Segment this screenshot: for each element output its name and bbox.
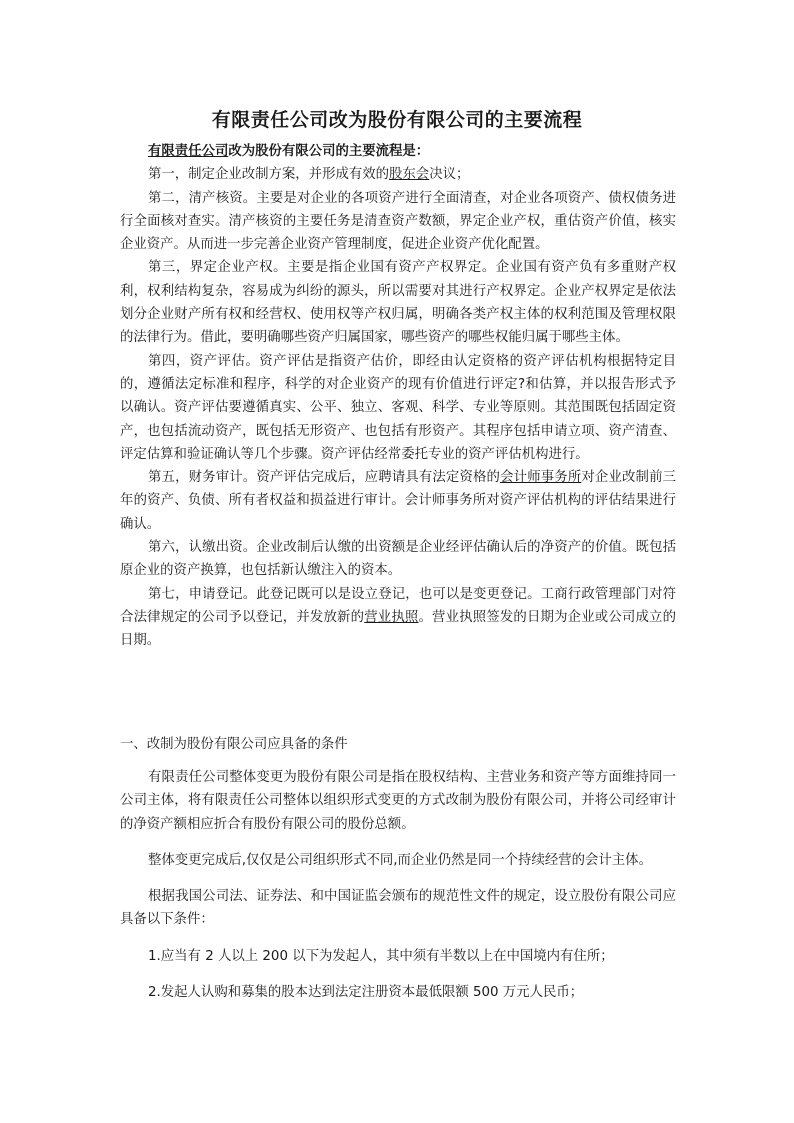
document-title: 有限责任公司改为股份有限公司的主要流程 [211, 109, 583, 131]
step-3-paragraph: 第三，界定企业产权。主要是指企业国有资产产权界定。企业国有资产负有多重财产权利，权利结构复杂，容易成为纠纷的源头，所以需要对其进行产权界定。企业产权界定是依法划分企业财产所有权和经营权、使用权等产权归属，明确各类产权主体的权利范围及管理权限的法律行为。借此，要明确哪些资产归属国家，哪些资产的哪些权能归属于哪些主体。 [120, 260, 676, 346]
conditions-paragraph-1: 有限责任公司整体变更为股份有限公司是指在股权结构、主营业务和资产等方面维持同一公司主体，将有限责任公司整体以组织形式变更的方式改制为股份有限公司，并将公司经审计的净资产额相应折合有股份有限公司的股份总额。 [120, 770, 676, 832]
conditions-paragraph-3: 根据我国公司法、证券法、和中国证监会颁布的规范性文件的规定，设立股份有限公司应具备以下条件： [120, 889, 676, 928]
step-5-text: 第五，财务审计。资产评估完成后，应聘请具有法定资格的 [148, 470, 501, 486]
step-5-text-end: 对企业改制前三年的资产、负债、所有者权益和损益进行审计。会计师事务所对资产评估机构的评估结果进行确认。 [120, 470, 677, 532]
step-6-paragraph: 第六，认缴出资。企业改制后认缴的出资额是企业经评估确认后的净资产的价值。既包括原企业的资产换算，也包括新认缴注入的资本。 [120, 540, 676, 579]
shareholders-meeting-link[interactable]: 股东会 [389, 167, 430, 183]
conditions-paragraph-2: 整体变更完成后,仅仅是公司组织形式不同,而企业仍然是同一个持续经营的会计主体。 [148, 852, 652, 868]
step-7-text: 第七，申请登记。此登记既可以是设立登记，也可以是变更登记。工商行政管理部门对符合法律规定的公司予以登记，并发放新的 [120, 586, 676, 625]
step-2-paragraph: 第二，清产核资。主要是对企业的各项资产进行全面清查，对企业各项资产、债权债务进行全面核对查实。清产核资的主要任务是清查资产数额，界定企业产权，重估资产价值，核实企业资产。从而进一步完善企业资产管理制度，促进企业资产优化配置。 [120, 190, 676, 253]
step-7-paragraph [120, 583, 676, 653]
business-license-link[interactable]: 营业执照 [364, 609, 419, 625]
conditions-section [120, 766, 676, 1017]
company-type-link[interactable]: 有限责任公司 [148, 144, 229, 159]
step-1-paragraph [120, 163, 676, 186]
step-5-paragraph [120, 466, 676, 536]
step-1-text: 第一，制定企业改制方案，并形成有效的 [148, 167, 390, 183]
condition-item-2: 2.发起人认购和募集的股本达到法定注册资本最低限额 500 万元人民币； [148, 985, 584, 1001]
step-7-text-end: 。营业执照签发的日期为企业或公司成立的日期。 [120, 609, 677, 649]
step-1-text-end: 决议； [429, 167, 470, 183]
intro-paragraph [120, 140, 676, 163]
condition-item-1: 1.应当有 2 人以上 200 以下为发起人，其中须有半数以上在中国境内有住所； [148, 948, 614, 964]
accounting-firm-link[interactable]: 会计师事务所 [500, 470, 582, 486]
process-section [120, 140, 676, 653]
intro-text: 改为股份有限公司的主要流程是： [228, 144, 430, 159]
conditions-heading: 一、改制为股份有限公司应具备的条件 [120, 737, 348, 752]
step-4-paragraph: 第四，资产评估。资产评估是指资产估价，即经由认定资格的资产评估机构根据特定目的，遵循法定标准和程序，科学的对企业资产的现有价值进行评定?和估算，并以报告形式予以确认。资产评估要遵循真实、公平、独立、客观、科学、专业等原则。其范围既包括固定资产，也包括流动资产，既包括无形资产、也包括有形资产。其程序包括申请立项、资产清查、评定估算和验证确认等几个步骤。资产评估经常委托专业的资产评估机构进行。 [120, 353, 676, 462]
